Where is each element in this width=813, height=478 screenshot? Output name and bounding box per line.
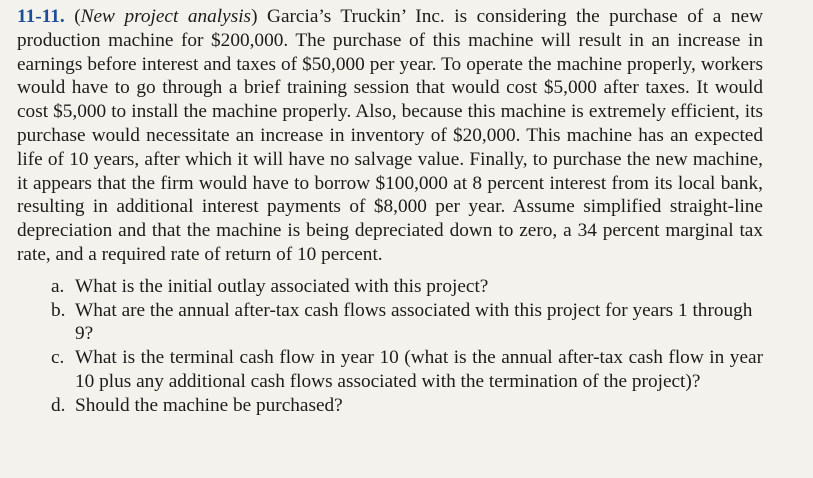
question-letter: c. xyxy=(51,347,65,369)
question-text: What is the terminal cash flow in year 10 (what is the annual after-tax cash flow in year 10 plus any additional cash flows associated with the termination of the project)? xyxy=(75,347,763,392)
problem-topic: New project analysis xyxy=(80,6,252,27)
question-item-c xyxy=(51,346,763,394)
question-letter: d. xyxy=(51,394,66,416)
problem-body: Garcia’s Truckin’ Inc. is considering the purchase of a new production machine for $200,000. The purchase of this machine will result in an increase in earnings before interest and taxes of $50,000 per year. To operate the machine properly, workers would have to go through a brief training session that would cost $5,000 after taxes. It would cost $5,000 to install the machine properly. Also, because this machine is extremely efficient, its purchase would necessitate an increase in inventory of $20,000. This machine has an expected life of 10 years, after which it will have no salvage value. Finally, to purchase the new machine, it appears that the firm would have to borrow $100,000 at 8 percent interest from its local bank, resulting in additional interest payments of $8,000 per year. Assume simplified straight-line depreciation and that the machine is being depreciated down to zero, a 34 percent marginal tax rate, and a required rate of return of 10 percent. xyxy=(17,6,763,265)
question-item-a xyxy=(51,275,763,299)
question-letter: a. xyxy=(51,275,65,297)
problem-statement: 11-11. (New project analysis) Garcia’s Truckin’ Inc. is considering the purchase of a new production machine for $200,000. The purchase of this machine will result in an increase in earnings before interest and taxes of $50,000 per year. To operate the machine properly, workers would have to go through a brief training session that would cost $5,000 after taxes. It would cost $5,000 to install the machine properly. Also, because this machine is extremely efficient, its purchase would necessitate an increase in inventory of $20,000. This machine has an expected life of 10 years, after which it will have no salvage value. Finally, to purchase the new machine, it appears that the firm would have to borrow $100,000 at 8 percent interest from its local bank, resulting in additional interest payments of $8,000 per year. Assume simplified straight-line depreciation and that the machine is being depreciated down to zero, a 34 percent marginal tax rate, and a required rate of return of 10 percent. xyxy=(17,6,763,265)
question-item-d xyxy=(51,394,763,418)
question-text: What are the annual after-tax cash flows associated with this project for years 1 through 9? xyxy=(75,299,753,345)
question-text: Should the machine be purchased? xyxy=(75,394,343,416)
question-item-b xyxy=(51,299,763,347)
problem-number: 11-11. xyxy=(17,6,65,27)
question-text: What is the initial outlay associated with this project? xyxy=(75,275,489,297)
question-list xyxy=(17,275,763,418)
question-letter: b. xyxy=(51,299,66,321)
